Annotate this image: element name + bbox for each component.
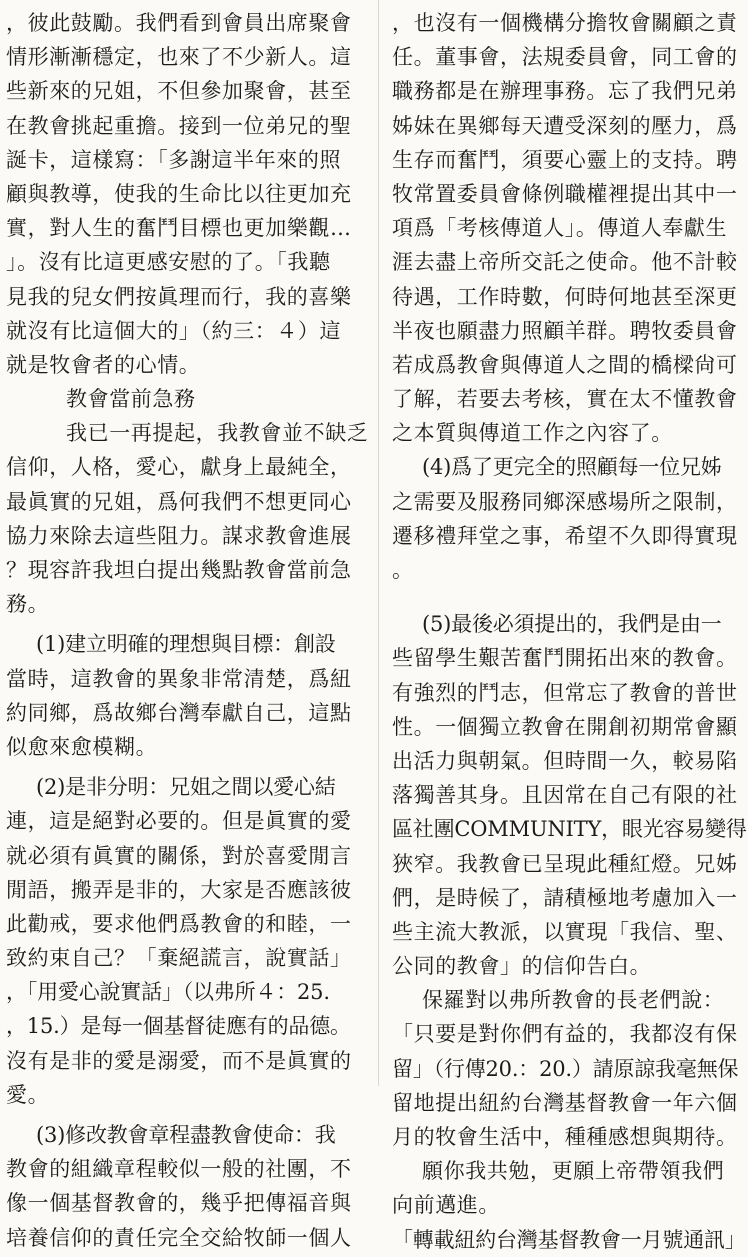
list-item-3-start: (3)修改教會章程盡教會使命：我 bbox=[36, 1123, 336, 1147]
text-line: 顧與教導，使我的生命比以往更加充 bbox=[6, 181, 352, 206]
right-text-column bbox=[392, 6, 748, 1257]
text-line: ，也沒有一個機構分擔牧會關顧之責 bbox=[392, 11, 738, 35]
text-line: 像一個基督教會的，幾乎把傳福音與 bbox=[6, 1191, 352, 1216]
text-line: 連，這是絕對必要的。但是眞實的愛 bbox=[6, 809, 352, 834]
text-line: 些新來的兄姐，不但參加聚會，甚至 bbox=[6, 79, 352, 104]
text-line: 任。董事會，法規委員會，同工會的 bbox=[392, 45, 738, 70]
text-line: 信仰，人格，愛心，獻身上最純全， bbox=[6, 455, 352, 480]
text-line: 些主流大教派，以實現「我信、聖、 bbox=[392, 919, 738, 944]
text-line: 若成爲教會與傳道人之間的橋樑尙可 bbox=[392, 352, 738, 377]
text-line: 遷移禮拜堂之事，希望不久即得實現 bbox=[392, 523, 738, 548]
list-item-4-start: (4)爲了更完全的照顧每一位兄姊 bbox=[422, 455, 722, 480]
text-line: 約同鄉，爲故鄉台灣奉獻自己，這點 bbox=[6, 700, 352, 725]
text-line: 性。一個獨立教會在開創初期常會顯 bbox=[392, 714, 738, 739]
text-line: 向前邁進。 bbox=[392, 1193, 500, 1218]
paragraph-start-line: 願你我共勉，更願上帝帶領我們 bbox=[422, 1159, 725, 1184]
text-line: 就沒有比這個大的」（約三：４）這 bbox=[6, 318, 342, 343]
text-line: 致約束自己？「棄絕謊言，說實話」 bbox=[6, 946, 352, 971]
text-line: 些留學生艱苦奮鬥開拓出來的教會。 bbox=[392, 646, 738, 671]
text-line: 培養信仰的責任完全交給牧師一個人 bbox=[6, 1225, 352, 1250]
text-line: 就必須有眞實的關係，對於喜愛閒言 bbox=[6, 843, 352, 868]
text-line: 月的牧會生活中，種種感想與期待。 bbox=[392, 1125, 738, 1149]
text-line: 生存而奮鬥，須要心靈上的支持。聘 bbox=[392, 147, 738, 172]
text-line: 最眞實的兄姐，爲何我們不想更同心 bbox=[6, 489, 352, 514]
text-line: 職務都是在辦理事務。忘了我們兄弟 bbox=[392, 79, 738, 104]
text-line: 們，是時候了，請積極地考慮加入一 bbox=[392, 885, 738, 910]
text-line: 見我的兒女們按眞理而行，我的喜樂 bbox=[6, 284, 352, 309]
list-item-2-start: (2)是非分明：兄姐之間以愛心結 bbox=[36, 775, 336, 800]
text-line: 協力來除去這些阻力。謀求教會進展 bbox=[6, 523, 352, 548]
text-line: 當時，這教會的異象非常清楚，爲紐 bbox=[6, 666, 352, 691]
list-item-1-start: (1)建立明確的理想與目標：創設 bbox=[36, 632, 336, 657]
paragraph-start-line: 我已一再提起，我教會並不缺乏 bbox=[66, 421, 369, 446]
text-line: 了解，若要去考核，實在太不懂教會 bbox=[392, 387, 738, 412]
text-line: 「只要是對你們有益的，我都沒有保 bbox=[392, 1022, 738, 1047]
text-line: 有強烈的鬥志，但常忘了教會的普世 bbox=[392, 680, 738, 705]
text-line: 公同的教會」的信仰告白。 bbox=[392, 954, 652, 979]
text-line: 閒語，搬弄是非的，大家是否應該彼 bbox=[6, 877, 352, 902]
text-line: 」。沒有比這更感安慰的了。「我聽 bbox=[6, 250, 331, 275]
text-line: ，15.）是每一個基督徒應有的品德。 bbox=[6, 1014, 351, 1039]
text-line: 就是牧會者的心情。 bbox=[6, 352, 201, 377]
text-line: 愛。 bbox=[6, 1082, 50, 1107]
text-line: 之需要及服務同鄉深感場所之限制， bbox=[392, 489, 738, 514]
text-line: 之本質與傳道工作之內容了。 bbox=[392, 421, 673, 446]
text-line: 留」（行傳20.：20.）請原諒我毫無保 bbox=[392, 1056, 739, 1081]
text-line: 出活力與朝氣。但時間一久，較易陷 bbox=[392, 748, 738, 773]
text-line: 區社團COMMUNITY，眼光容易變得 bbox=[392, 817, 747, 842]
text-line: 沒有是非的愛是溺愛，而不是眞實的 bbox=[6, 1048, 352, 1073]
text-line: 半夜也願盡力照顧羊群。聘牧委員會 bbox=[392, 318, 738, 343]
text-line: 牧常置委員會條例職權裡提出其中一 bbox=[392, 181, 738, 206]
text-line: 此勸戒，要求他們爲教會的和睦，一 bbox=[6, 911, 352, 936]
text-line: 留地提出紐約台灣基督教會一年六個 bbox=[392, 1090, 738, 1115]
text-line: ，彼此鼓勵。我們看到會員出席聚會 bbox=[6, 11, 352, 35]
text-line: 待遇，工作時數，何時何地甚至深更 bbox=[392, 284, 738, 309]
text-line: 狹窄。我教會已呈現此種紅燈。兄姊 bbox=[392, 851, 738, 876]
column-divider bbox=[378, 0, 379, 1086]
text-line: 務。 bbox=[6, 592, 50, 617]
text-line: ，「用愛心說實話」（以弗所４：25. bbox=[6, 980, 330, 1005]
text-line: 教會的組織章程較似一般的社團，不 bbox=[6, 1157, 352, 1182]
paragraph-start-line: 保羅對以弗所教會的長老們說： bbox=[422, 988, 725, 1013]
text-line: 落獨善其身。且因常在自己有限的社 bbox=[392, 783, 738, 808]
text-line: ？現容許我坦白提出幾點教會當前急 bbox=[6, 558, 352, 582]
text-line: 誕卡，這樣寫：「多謝這半年來的照 bbox=[6, 147, 342, 172]
text-line: 似愈來愈模糊。 bbox=[6, 734, 158, 759]
text-line: 項爲「考核傳道人」。傳道人奉獻生 bbox=[392, 216, 728, 241]
text-line: 涯去盡上帝所交託之使命。他不計較 bbox=[392, 250, 738, 275]
text-line: 實，對人生的奮鬥目標也更加樂觀… bbox=[6, 216, 352, 241]
list-item-5-start: (5)最後必須提出的，我們是由一 bbox=[422, 612, 722, 637]
text-line: 。 bbox=[392, 558, 414, 582]
text-line: 姊妹在異鄉每天遭受深刻的壓力，爲 bbox=[392, 113, 738, 138]
section-heading: 教會當前急務 bbox=[66, 387, 196, 412]
source-attribution: 「轉載紐約台灣基督教會一月號通訊」 bbox=[392, 1227, 746, 1252]
text-line: 情形漸漸穩定，也來了不少新人。這 bbox=[6, 45, 352, 70]
text-line: 在教會挑起重擔。接到一位弟兄的聖 bbox=[6, 113, 352, 138]
left-text-column bbox=[6, 6, 369, 1255]
